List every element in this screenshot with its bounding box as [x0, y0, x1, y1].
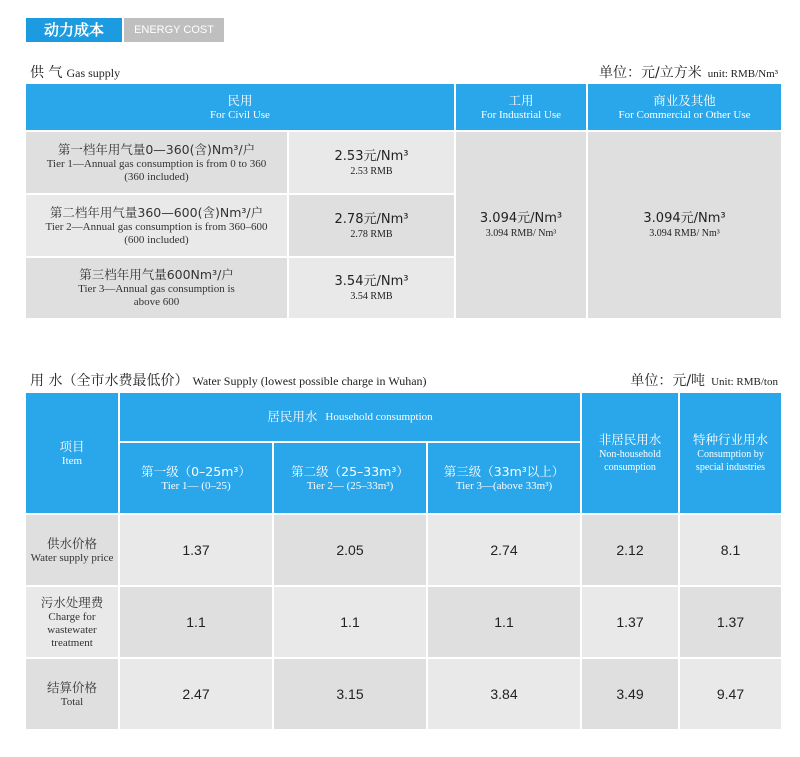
- gas-tier-1-label: [26, 132, 287, 193]
- gas-tier-2-en-1: Tier 2—Annual gas consumption is from 360–600: [45, 220, 268, 233]
- water-value: 3.15: [336, 686, 364, 702]
- water-cell: [680, 587, 781, 657]
- water-header-item-en: Item: [61, 454, 83, 467]
- gas-tier-3-en-1: Tier 3—Annual gas consumption is: [78, 283, 235, 295]
- water-header-tier-2: [274, 443, 426, 513]
- water-row-total-cn: 结算价格: [46, 679, 97, 695]
- gas-tier-2-cn: 第二档年用气量360—600(含)Nm³/户: [49, 204, 264, 220]
- water-cell: [120, 587, 272, 657]
- water-cell: [274, 515, 426, 585]
- water-cell: [428, 587, 580, 657]
- water-cell: [274, 659, 426, 729]
- water-row-supply-label: [26, 515, 118, 585]
- water-header-tier-3: [428, 443, 580, 513]
- gas-tier-2-price-en: 2.78 RMB: [350, 228, 393, 240]
- water-cell: [274, 587, 426, 657]
- gas-tier-3-price: [289, 258, 454, 318]
- gas-industrial-price-cn: 3.094元/Nm³: [479, 211, 563, 226]
- water-cell: [680, 515, 781, 585]
- water-row-wastewater-en-3: treatment: [51, 636, 93, 649]
- water-value: 1.1: [186, 614, 206, 630]
- water-row-total-en: Total: [60, 695, 84, 708]
- gas-unit: [599, 62, 778, 82]
- water-header-special: [680, 393, 781, 513]
- section-title-cn: 动力成本: [26, 18, 122, 42]
- water-value: 2.12: [616, 542, 644, 558]
- gas-header-civil-en: For Civil Use: [210, 108, 270, 121]
- water-header-special-en-1: Consumption by: [697, 449, 764, 460]
- section-header: [26, 18, 224, 42]
- gas-industrial-price-en: 3.094 RMB/ Nm³: [485, 228, 557, 239]
- water-value: 2.74: [490, 542, 518, 558]
- gas-tier-1-price-cn: 2.53元/Nm³: [334, 148, 409, 164]
- water-header-tier-1-cn: 第一级（0–25m³）: [141, 463, 251, 479]
- water-value: 2.05: [336, 542, 364, 558]
- water-header-non-household-en-2: consumption: [604, 462, 656, 473]
- gas-commercial-price-en: 3.094 RMB/ Nm³: [649, 228, 720, 239]
- water-header-special-en-2: special industries: [695, 462, 766, 473]
- gas-industrial-price: [456, 132, 586, 318]
- gas-header-industrial-cn: 工用: [508, 92, 534, 108]
- water-cell: [428, 515, 580, 585]
- water-cell: [120, 659, 272, 729]
- water-row-wastewater-cn: 污水处理费: [40, 594, 104, 610]
- gas-header-civil: [26, 84, 454, 130]
- water-value: 3.49: [616, 686, 644, 702]
- water-row-total-label: [26, 659, 118, 729]
- water-header-tier-2-en: Tier 2— (25–33m³): [306, 479, 394, 492]
- water-cell: [428, 659, 580, 729]
- water-header-non-household: [582, 393, 678, 513]
- gas-tier-1-en-1: Tier 1—Annual gas consumption is from 0 to 360: [46, 157, 267, 170]
- gas-header-commercial-en: For Commercial or Other Use: [618, 108, 751, 121]
- gas-caption-cn: 供 气: [30, 65, 63, 81]
- water-row-supply-en: Water supply price: [30, 551, 114, 564]
- gas-tier-2-label: [26, 195, 287, 256]
- gas-tier-3-cn: 第三档年用气量600Nm³/户: [79, 267, 234, 282]
- water-header-tier-1: [120, 443, 272, 513]
- gas-header-industrial-en: For Industrial Use: [480, 108, 562, 121]
- gas-tier-1-en-2: (360 included): [124, 170, 189, 183]
- water-cell: [680, 659, 781, 729]
- section-title-en: ENERGY COST: [124, 18, 224, 42]
- water-caption-en: Water Supply (lowest possible charge in Wuhan): [192, 374, 427, 388]
- water-header-tier-2-cn: 第二级（25–33m³）: [291, 463, 409, 479]
- gas-tier-3-label: [26, 258, 287, 318]
- water-unit: [630, 370, 778, 390]
- gas-tier-1-price: [289, 132, 454, 193]
- water-header-tier-3-en: Tier 3—(above 33m³): [455, 479, 553, 492]
- water-row-wastewater-en-2: wastewater: [47, 623, 97, 636]
- gas-header-civil-cn: 民用: [227, 92, 253, 108]
- water-row-wastewater-label: [26, 587, 118, 657]
- water-header-non-household-cn: 非居民用水: [598, 432, 662, 447]
- gas-header-commercial-cn: 商业及其他: [653, 92, 716, 108]
- gas-tier-3-en-2: above 600: [133, 296, 180, 308]
- gas-caption: [30, 62, 120, 82]
- gas-commercial-price: [588, 132, 781, 318]
- water-cell: [582, 659, 678, 729]
- water-caption: [30, 370, 427, 390]
- water-header-item: [26, 393, 118, 513]
- gas-header-industrial: [456, 84, 586, 130]
- water-header-household-en: Household consumption: [325, 410, 433, 423]
- gas-commercial-price-cn: 3.094元/Nm³: [643, 211, 726, 226]
- water-value: 1.37: [182, 542, 210, 558]
- water-value: 1.1: [494, 614, 514, 630]
- gas-unit-en: unit: RMB/Nm³: [707, 68, 778, 80]
- water-header-non-household-en-1: Non-household: [599, 449, 661, 460]
- water-unit-cn: 单位：元/吨: [630, 373, 706, 389]
- water-cell: [582, 587, 678, 657]
- water-value: 1.37: [616, 614, 644, 630]
- water-caption-cn: 用 水（全市水费最低价）: [30, 373, 189, 389]
- gas-header-commercial: [588, 84, 781, 130]
- water-value: 3.84: [490, 686, 518, 702]
- water-header-item-cn: 项目: [59, 438, 85, 454]
- water-header-household-cn: 居民用水: [267, 409, 318, 424]
- water-value: 2.47: [182, 686, 210, 702]
- water-value: 1.37: [716, 614, 745, 630]
- gas-tier-2-en-2: (600 included): [124, 233, 189, 246]
- water-row-wastewater-en-1: Charge for: [48, 610, 96, 623]
- water-row-supply-cn: 供水价格: [46, 535, 97, 551]
- water-header-household: [120, 393, 580, 441]
- water-cell: [120, 515, 272, 585]
- gas-caption-en: Gas supply: [66, 66, 121, 80]
- gas-tier-2-price: [289, 195, 454, 256]
- water-header-tier-3-cn: 第三级（33m³以上）: [443, 463, 565, 479]
- gas-tier-1-cn: 第一档年用气量0—360(含)Nm³/户: [57, 141, 256, 157]
- water-value: 8.1: [720, 542, 741, 558]
- water-cell: [582, 515, 678, 585]
- water-header-special-cn: 特种行业用水: [692, 432, 768, 447]
- water-header-tier-1-en: Tier 1— (0–25): [161, 479, 231, 492]
- gas-tier-1-price-en: 2.53 RMB: [350, 165, 393, 177]
- gas-tier-3-price-cn: 3.54元/Nm³: [334, 274, 409, 289]
- gas-unit-cn: 单位：元/立方米: [599, 65, 702, 81]
- gas-tier-2-price-cn: 2.78元/Nm³: [334, 211, 409, 227]
- gas-tier-3-price-en: 3.54 RMB: [350, 291, 393, 302]
- water-value: 9.47: [716, 686, 745, 702]
- water-unit-en: Unit: RMB/ton: [711, 376, 778, 388]
- water-value: 1.1: [340, 614, 360, 630]
